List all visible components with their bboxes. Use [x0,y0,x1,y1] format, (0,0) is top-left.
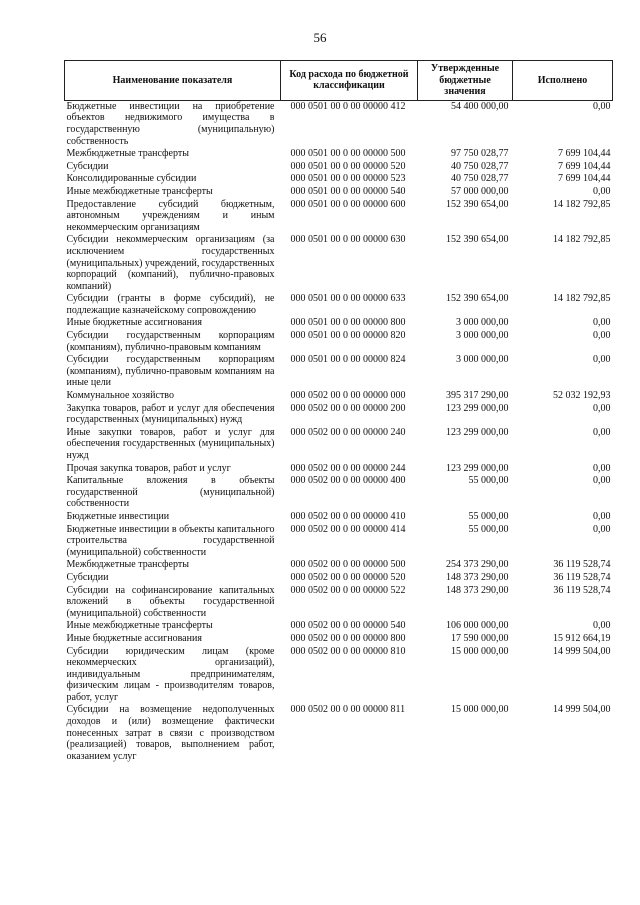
row-approved: 17 590 000,00 [451,632,509,644]
row-approved: 55 000,00 [468,523,509,535]
row-executed: 14 999 504,00 [553,645,611,657]
table-row [65,390,613,403]
row-executed: 7 699 104,44 [558,173,611,185]
row-code: 000 0502 00 0 00 00000 244 [290,462,406,474]
row-name: Субсидии [66,160,109,172]
table-row [65,704,613,763]
row-approved: 254 373 290,00 [446,559,509,571]
row-approved: 3 000 000,00 [456,317,509,329]
table-row [65,148,613,161]
row-approved: 15 000 000,00 [451,645,509,657]
row-code: 000 0502 00 0 00 00000 240 [290,426,406,438]
header-name: Наименование показателя [65,61,281,101]
row-name: Прочая закупка товаров, работ и услуг [66,462,231,474]
row-name: Капитальные вложения в объекты государственной (муниципальной) собственности [66,475,275,510]
row-approved: 152 390 654,00 [446,234,509,246]
row-code: 000 0502 00 0 00 00000 522 [290,584,406,596]
row-approved: 54 400 000,00 [451,100,509,112]
row-name: Иные межбюджетные трансферты [66,185,213,197]
table-row [65,317,613,330]
row-name: Субсидии (гранты в форме субсидий), не подлежащие казначейскому сопровождению [66,293,275,316]
table-row [65,199,613,235]
budget-execution-table [64,60,613,763]
table-row [65,330,613,354]
row-executed: 0,00 [593,185,611,197]
row-code: 000 0501 00 0 00 00000 633 [290,293,406,305]
table-row [65,354,613,390]
row-approved: 40 750 028,77 [451,160,509,172]
row-executed: 36 119 528,74 [553,584,611,596]
row-executed: 14 182 792,85 [553,293,611,305]
row-approved: 97 750 028,77 [451,148,509,160]
row-name: Иные бюджетные ассигнования [66,632,202,644]
table-row [65,572,613,585]
table-row [65,173,613,186]
row-code: 000 0502 00 0 00 00000 000 [290,390,406,402]
row-code: 000 0502 00 0 00 00000 200 [290,402,406,414]
row-executed: 0,00 [593,620,611,632]
row-name: Предоставление субсидий бюджетным, автономным учреждениям и иным некоммерческим организациям [66,198,275,233]
row-executed: 0,00 [593,475,611,487]
table-body [65,100,613,763]
row-name: Иные закупки товаров, работ и услуг для обеспечения государственных (муниципальных) нужд [66,426,275,461]
header-code: Код расхода по бюджетной классификации [281,61,418,101]
row-name: Бюджетные инвестиции в объекты капитального строительства государственной (муниципальной) собственности [66,523,275,558]
row-executed: 52 032 192,93 [553,390,611,402]
table-row [65,100,613,148]
row-executed: 0,00 [593,523,611,535]
row-executed: 0,00 [593,317,611,329]
table-row [65,234,613,293]
row-approved: 395 317 290,00 [446,390,509,402]
table-row [65,511,613,524]
row-name: Субсидии государственным корпорациям (компаниям), публично-правовым компаниям [66,330,275,353]
row-code: 000 0501 00 0 00 00000 800 [290,317,406,329]
page-number: 56 [313,30,327,45]
table-row [65,161,613,174]
row-executed: 14 999 504,00 [553,704,611,716]
row-name: Консолидированные субсидии [66,173,197,185]
row-executed: 7 699 104,44 [558,148,611,160]
row-name: Субсидии [66,571,109,583]
row-executed: 0,00 [593,100,611,112]
row-executed: 0,00 [593,330,611,342]
table-header [65,61,613,101]
row-approved: 106 000 000,00 [446,620,509,632]
row-code: 000 0502 00 0 00 00000 540 [290,620,406,632]
row-executed: 0,00 [593,426,611,438]
table-row [65,585,613,621]
row-code: 000 0501 00 0 00 00000 820 [290,330,406,342]
row-name: Межбюджетные трансферты [66,559,189,571]
row-name: Субсидии на софинансирование капитальных вложений в объекты государственной (муниципальной) собственности [66,584,275,619]
row-executed: 36 119 528,74 [553,559,611,571]
row-code: 000 0502 00 0 00 00000 500 [290,559,406,571]
row-approved: 148 373 290,00 [446,571,509,583]
row-approved: 15 000 000,00 [451,704,509,716]
row-code: 000 0502 00 0 00 00000 810 [290,645,406,657]
row-name: Субсидии юридическим лицам (кроме некоммерческих организаций), индивидуальным предпринимателям, физическим лицам - производителям товаров, работ, услуг [66,645,275,703]
row-approved: 152 390 654,00 [446,198,509,210]
row-name: Закупка товаров, работ и услуг для обеспечения государственных (муниципальных) нужд [66,402,275,426]
row-executed: 0,00 [593,510,611,522]
table-row [65,646,613,705]
row-approved: 123 299 000,00 [446,462,509,474]
table-row [65,524,613,560]
row-code: 000 0502 00 0 00 00000 400 [290,475,406,487]
row-approved: 40 750 028,77 [451,173,509,185]
row-name: Бюджетные инвестиции на приобретение объектов недвижимого имущества в государственную (муниципальную) собственность [66,100,275,147]
row-executed: 15 912 664,19 [553,632,611,644]
row-code: 000 0501 00 0 00 00000 520 [290,160,406,172]
table-row [65,463,613,476]
row-approved: 57 000 000,00 [451,185,509,197]
row-approved: 148 373 290,00 [446,584,509,596]
table-row [65,633,613,646]
row-name: Субсидии на возмещение недополученных доходов и (или) возмещение фактически понесенных затрат в связи с производством (реализацией) товаров, выполнением работ, оказанием услуг [66,704,275,762]
row-approved: 55 000,00 [468,510,509,522]
header-executed: Исполнено [513,61,613,101]
row-executed: 0,00 [593,354,611,366]
table-row [65,620,613,633]
row-approved: 3 000 000,00 [456,330,509,342]
row-code: 000 0501 00 0 00 00000 824 [290,354,406,366]
row-approved: 55 000,00 [468,475,509,487]
row-name: Межбюджетные трансферты [66,148,189,160]
row-code: 000 0502 00 0 00 00000 811 [290,704,406,716]
header-approved: Утвержденные бюджетные значения [418,61,513,101]
row-approved: 123 299 000,00 [446,426,509,438]
table-row [65,293,613,317]
table-row [65,403,613,427]
row-executed: 14 182 792,85 [553,234,611,246]
table-row [65,186,613,199]
row-name: Иные бюджетные ассигнования [66,317,202,329]
row-code: 000 0501 00 0 00 00000 600 [290,198,406,210]
table-row [65,475,613,511]
row-code: 000 0501 00 0 00 00000 630 [290,234,406,246]
table-row [65,427,613,463]
row-executed: 0,00 [593,462,611,474]
row-executed: 7 699 104,44 [558,160,611,172]
row-name: Субсидии государственным корпорациям (компаниям), публично-правовым компаниям на иные цели [66,354,275,389]
row-approved: 3 000 000,00 [456,354,509,366]
row-name: Иные межбюджетные трансферты [66,620,213,632]
row-name: Коммунальное хозяйство [66,390,174,402]
row-name: Бюджетные инвестиции [66,510,170,522]
row-code: 000 0502 00 0 00 00000 414 [290,523,406,535]
row-code: 000 0502 00 0 00 00000 520 [290,571,406,583]
row-code: 000 0502 00 0 00 00000 410 [290,510,406,522]
row-code: 000 0501 00 0 00 00000 523 [290,173,406,185]
row-code: 000 0502 00 0 00 00000 800 [290,632,406,644]
row-executed: 36 119 528,74 [553,571,611,583]
row-code: 000 0501 00 0 00 00000 540 [290,185,406,197]
row-executed: 0,00 [593,402,611,414]
row-name: Субсидии некоммерческим организациям (за исключением государственных (муниципальных) учреждений, государственных корпораций (компаний), публично-правовых компаний) [66,234,275,292]
row-approved: 152 390 654,00 [446,293,509,305]
row-approved: 123 299 000,00 [446,402,509,414]
row-executed: 14 182 792,85 [553,198,611,210]
row-code: 000 0501 00 0 00 00000 500 [290,148,406,160]
row-code: 000 0501 00 0 00 00000 412 [290,100,406,112]
table-row [65,559,613,572]
